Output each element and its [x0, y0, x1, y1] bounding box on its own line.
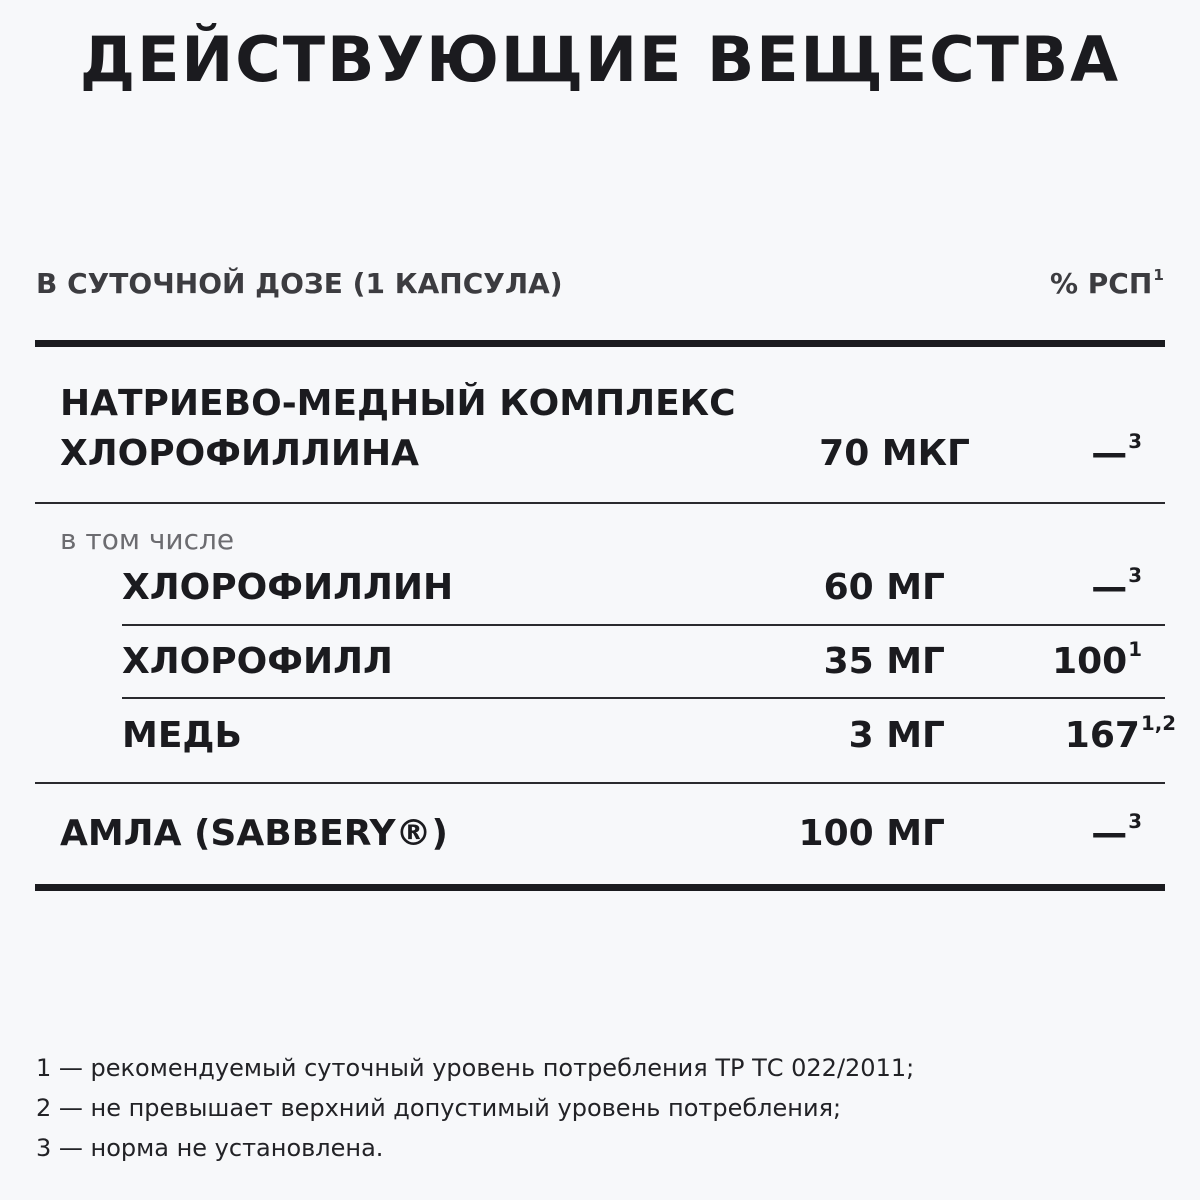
- page-title: ДЕЙСТВУЮЩИЕ ВЕЩЕСТВА: [79, 23, 1121, 96]
- percent-value: 100: [1052, 641, 1128, 682]
- row-divider: [122, 624, 1165, 626]
- sub-ingredient-percent: [1091, 564, 1142, 612]
- footnote-ref: 1,2: [1140, 712, 1176, 736]
- sub-ingredient-name: МЕДЬ: [122, 715, 242, 756]
- sub-ingredient-percent: [1052, 638, 1142, 686]
- column-header-percent-label: % РСП: [1049, 267, 1153, 300]
- ingredient-amount: 70 МКГ: [819, 433, 970, 474]
- ingredient-percent: [1091, 430, 1142, 478]
- percent-value: —: [1091, 813, 1128, 854]
- sub-ingredient-amount: 3 МГ: [848, 715, 945, 756]
- sub-ingredient-name: ХЛОРОФИЛЛ: [122, 641, 393, 682]
- footnote-ref: 1: [1128, 638, 1142, 662]
- percent-value: —: [1091, 433, 1128, 474]
- ingredient-name: АМЛА (SABBERY®): [60, 813, 448, 854]
- subgroup-note: в том числе: [60, 523, 235, 556]
- table-top-rule: [35, 340, 1165, 347]
- percent-value: 167: [1064, 715, 1140, 756]
- ingredient-name: НАТРИЕВО-МЕДНЫЙ КОМПЛЕКС: [60, 383, 736, 424]
- column-header-dose: В СУТОЧНОЙ ДОЗЕ (1 КАПСУЛА): [36, 267, 563, 300]
- footnote-2: 2 — не превышает верхний допустимый уровень потребления;: [36, 1094, 842, 1122]
- row-divider: [35, 782, 1165, 784]
- row-divider: [122, 697, 1165, 699]
- sub-ingredient-amount: 35 МГ: [823, 641, 945, 682]
- percent-value: —: [1091, 567, 1128, 608]
- sub-ingredient-name: ХЛОРОФИЛЛИН: [122, 567, 454, 608]
- row-divider: [35, 502, 1165, 504]
- ingredient-name-line2: ХЛОРОФИЛЛИНА: [60, 433, 419, 474]
- column-header-percent: [1050, 262, 1164, 306]
- table-bottom-rule: [35, 884, 1165, 891]
- footnote-ref: 3: [1128, 430, 1142, 454]
- footnote-1: 1 — рекомендуемый суточный уровень потребления ТР ТС 022/2011;: [36, 1054, 915, 1082]
- footnote-3: 3 — норма не установлена.: [36, 1134, 384, 1162]
- sub-ingredient-amount: 60 МГ: [823, 567, 945, 608]
- footnotes: [36, 1048, 914, 1168]
- sub-ingredient-percent: [1065, 712, 1176, 760]
- ingredient-amount: 100 МГ: [798, 813, 945, 854]
- footnote-ref: 3: [1128, 564, 1142, 588]
- footnote-ref: 3: [1128, 810, 1142, 834]
- ingredient-percent: [1091, 810, 1142, 858]
- footnote-ref: 1: [1153, 265, 1164, 284]
